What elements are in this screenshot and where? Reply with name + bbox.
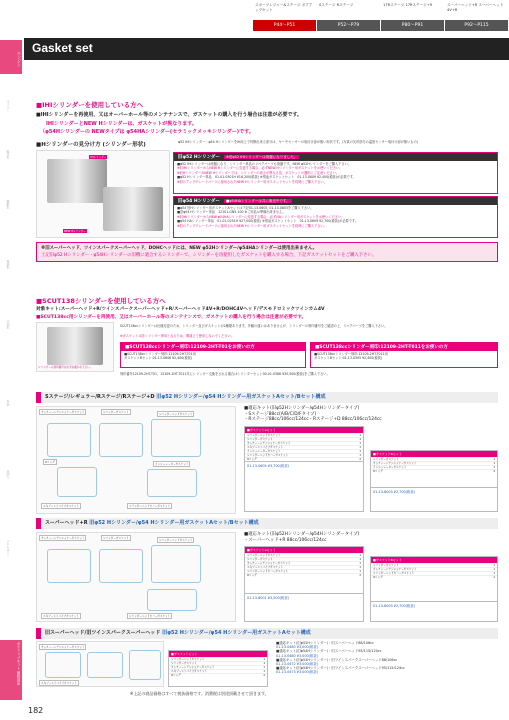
side-tab[interactable]: 駆動系 xyxy=(6,200,10,209)
part-qty: 1 xyxy=(263,666,265,669)
part-number: 01-13-0605 ¥3,700(税抜) xyxy=(245,461,363,469)
set-item-pn: 01-13-0472 ¥3,000(税抜) xyxy=(276,662,319,667)
set-item: ■適応キット(旧φ52Hシリンダー)・旧ツインスパークスーパーヘッド88/106cc xyxy=(276,657,398,662)
set-heading xyxy=(36,518,498,529)
part-qty: 1 xyxy=(359,566,361,569)
option-line: ガスケットBセット:01-13-0305 ¥2,400(税抜) xyxy=(314,356,383,361)
gasket-label: シリンダーヘッドカバーガスケット xyxy=(129,505,171,508)
gasket-diagram xyxy=(36,406,236,514)
box-title xyxy=(174,153,497,161)
table-row xyxy=(245,573,363,577)
part-qty: 1 xyxy=(359,558,361,561)
section-heading: ■SCUT138シリンダーを使用している方へ xyxy=(36,297,166,305)
set-item-pn: 01-13-0480 ¥3,000(税抜) xyxy=(276,645,319,650)
box-line: ■φ54 旧Hシリンダー用ガスケットAセットは下記01-13-0605, 01-13-0803をご購入下さい。 xyxy=(177,206,314,210)
gasket-shape xyxy=(45,652,81,678)
gasket-label: カムチェーンテンショナーガスケット xyxy=(41,411,85,414)
part-qty: 2 xyxy=(359,574,361,577)
option-heading: ■SCUT138ccシリンダー刻印:12109-2HT-T01をお使いの方 xyxy=(121,343,305,351)
parts-table xyxy=(168,650,268,687)
box-line: ※旧IHIシリンダーからNEW Hシリンダーに変更する場合、必ずNEW Hシリンダー用ガスケットをお使いください。 xyxy=(177,166,343,171)
table-title: ■ガスケットBセット xyxy=(371,557,497,563)
box-tag: ※旧φ52 IHIシリンダーは廃盤になりました。 xyxy=(225,155,298,159)
target-kits: 対象キット:スーパーヘッド+R/ツインスパークスーパーヘッド+R/スーパーヘッド4V+R/DOHC4Vヘッド/デスモドロミックツインカム4V xyxy=(36,307,325,312)
part-name: シリンダーヘッドカバーガスケット xyxy=(373,572,415,575)
option-line: ■SCUT138ccシリンダー刻印:12109-2HT-T01用 xyxy=(124,352,196,356)
part-qty: 1 xyxy=(359,446,361,449)
part-name: エキゾーストパイプガスケット xyxy=(247,566,283,569)
set-list xyxy=(276,641,498,675)
notice-banner xyxy=(36,242,498,262)
warning-line: （φ54Hシリンダーの NEWタイプは φ54HAシリンダー(セラミックメッキシリンダー)です。 xyxy=(40,129,254,135)
side-tab-bottom[interactable]: ボアアップキット 補修部品 xyxy=(0,640,22,700)
gasket-shape xyxy=(129,650,161,680)
part-name: エキゾーストパイプガスケット xyxy=(247,446,283,449)
parts-table-b xyxy=(370,556,498,622)
nav-item-pages: P52〜P79 xyxy=(317,20,380,31)
part-name: Oリング xyxy=(373,576,383,579)
sub-heading: ■Hシリンダーの見分け方 (シリンダー形状) xyxy=(36,142,146,148)
set-heading-kit: スーパーヘッド+R xyxy=(45,520,88,526)
part-name: カムチェーンテンショナーガスケット xyxy=(247,442,291,445)
set-heading-desc: 旧φ52 Hシリンダー/φ54 Hシリンダー用ガスケットAセット/Bセット構成 xyxy=(89,520,259,526)
photo-caption: シリンダーの刻印番号を必ずお確かめ下さい。 xyxy=(38,366,93,369)
box-line: ※旧のアップグレードパーツに採用されたNEW Hシリンダー用ガスケットセットを同時にご購入下さい。 xyxy=(177,179,327,184)
set-heading-kit: Sステージ/レギュラー/Rステージ/Rステージ+D xyxy=(45,394,155,400)
nav-item[interactable] xyxy=(252,0,316,32)
gasket-shape xyxy=(151,419,201,457)
set-heading-desc: 旧φ52 Hシリンダー/φ54 Hシリンダー用ガスケットAセット/Bセット構成 xyxy=(156,394,326,400)
part-qty: 2 xyxy=(359,458,361,461)
gasket-label: シリンダーヘッドガスケット xyxy=(159,413,193,416)
gasket-shape xyxy=(47,549,91,583)
part-qty: 2 xyxy=(493,576,495,579)
box-line: ■φ52 IHIシリンダーは廃盤になり、シリンダー単品のリペアパーツも廃盤です。NEW φ52Hシリンダーをご購入下さい。 xyxy=(177,162,351,166)
side-tab-engine[interactable]: エンジン xyxy=(0,40,22,74)
part-qty: 2 xyxy=(263,674,265,677)
box-line: ※旧のアップグレードパーツに採用されたNEW Hシリンダー用ガスケットセットを同時にご購入下さい。 xyxy=(177,223,327,228)
gasket-label: インシュレーターガスケット xyxy=(155,463,189,466)
part-number: 01-13-8001 ¥3,500(税抜) xyxy=(245,593,363,601)
part-name: シリンダーガスケット xyxy=(247,558,273,561)
table-row xyxy=(371,575,497,579)
box-line: ■旧φ54 Hシリンダー単品 12101-GN5-100 ※ご用品は準備出来ません。 xyxy=(177,210,286,215)
gasket-label: エキゾーストパイプガスケット xyxy=(43,615,79,618)
nav-item-title: スーパーヘッド+R スーパーヘッド4V+R xyxy=(445,0,508,20)
title-bar xyxy=(24,38,509,60)
box-tag: ■φ54HAシリンダーは共に販売中です。 xyxy=(225,199,290,203)
top-nav xyxy=(252,0,508,32)
part-name: シリンダーガスケット xyxy=(247,438,273,441)
gasket-label: シリンダーヘッドガスケット xyxy=(159,539,193,542)
page-title: Gasket set xyxy=(32,41,93,55)
nav-item-pages: P80〜P91 xyxy=(381,20,444,31)
box-title-text: 旧φ54 Hシリンダー xyxy=(178,199,220,204)
option-heading: ■SCUT138ccシリンダー刻印:12109-2HT-T011をお使いの方 xyxy=(311,343,497,351)
part-name: シリンダーヘッドカバーガスケット xyxy=(247,570,289,573)
gasket-shape xyxy=(147,589,197,611)
part-qty: 1 xyxy=(359,438,361,441)
gasket-label: エキゾーストパイプガスケット xyxy=(41,682,77,685)
gasket-shape xyxy=(99,423,143,457)
section-heading: ■IHIシリンダーを使用している方へ xyxy=(36,101,144,109)
parts-table-a xyxy=(244,426,364,512)
part-name: インシュレーターガスケット xyxy=(247,450,281,453)
part-qty: 1 xyxy=(359,570,361,573)
price-footnote: ※上記の商品価格はすべて税抜価格です。消費税は別途頂戴させて頂きます。 xyxy=(130,691,269,696)
side-tab[interactable]: 外装 xyxy=(6,400,10,406)
parts-table-b xyxy=(370,450,498,512)
box-line: ■φ54 HAシリンダー単品 01-01-0251H ¥27,000(税抜) ※別途ガスケットセット 01-13-0609 ¥2,700(税抜)が必要です。 xyxy=(177,219,359,224)
gasket-label: シリンダーガスケット xyxy=(103,537,129,540)
side-tab[interactable]: マフラー xyxy=(6,100,10,112)
cylinder-photo xyxy=(36,322,114,372)
gasket-label: シリンダーガスケット xyxy=(103,411,129,414)
cylinder-image xyxy=(47,159,107,203)
parts-table-a xyxy=(244,546,364,622)
cylinder-image xyxy=(47,327,103,365)
set-heading xyxy=(36,628,498,639)
applicable-kits: ■適応キット(旧φ52Hシリンダー/φ54Hシリンダータイプ) ・Sステージ88cc(A/B/C/D/Fタイプ) ・Rステージ88cc/106cc/124cc・Rステージ+D 88cc/106cc/124cc xyxy=(244,406,382,423)
info-box-54 xyxy=(173,196,498,238)
warning-line: ■SCUT138cc用シリンダーを再使用、又はオーバーホール等のメンテナンスで、ガスケットの購入を行う場合は注意が必要です。 xyxy=(36,315,307,320)
nav-item-pages: P44〜P51 xyxy=(253,20,316,31)
gasket-diagram xyxy=(36,532,236,622)
part-name: カムチェーンテンショナーガスケット xyxy=(247,562,291,565)
part-name: Oリング xyxy=(373,470,383,473)
gasket-shape xyxy=(87,652,123,678)
side-index xyxy=(0,0,24,720)
box-title xyxy=(174,197,497,205)
part-qty: 1 xyxy=(263,670,265,673)
gasket-shape xyxy=(99,549,143,583)
part-name: シリンダーガスケット xyxy=(373,564,399,567)
table-row xyxy=(169,673,267,677)
warning-line: IHIシリンダーとNEW Hシリンダーは、ガスケットが異なります。 xyxy=(46,121,197,127)
box-line: ■φ52 Hシリンダー単品 01-01-0301H ¥16,200(税抜) ※別途ガスケットセット 01-13-0609 ¥2,400(税抜)が必要です。 xyxy=(177,175,356,180)
description: SCUT138ccシリンダーは仕様変更のため、シリンダー及びガスケットが2種類あります。外観の違いはありませんが、シリンダーの刻印番号をご確認の上、リペアパーツをご購入下さい。 xyxy=(120,324,388,328)
box-title-text: 旧φ52 Hシリンダー xyxy=(178,155,220,160)
description: φ52 IHIシリンダー・φ54 HシリンダーをIH用上で判断出来る部分は、ヤーモセンサーの取付け部が無い形状です。(写真の矢印部分の温度センサー取付け部が無いもの) xyxy=(178,140,418,144)
warning-line: ■IHIシリンダーを再使用、又はオーバーホール等のメンテナンスで、ガスケットの購入を行う場合は注意が必要です。 xyxy=(36,112,302,118)
cylinder-image xyxy=(103,187,163,231)
set-heading xyxy=(36,392,498,403)
gasket-label: Oリング xyxy=(45,461,55,464)
part-name: Oリング xyxy=(247,458,257,461)
part-name: Oリング xyxy=(247,574,257,577)
nav-item[interactable] xyxy=(380,0,444,32)
set-item: ■適応キット(旧φ54Hシリンダー)・旧ツインスパークスーパーヘッド95/115/124cc xyxy=(276,666,405,671)
part-qty: 1 xyxy=(493,564,495,567)
part-qty: 1 xyxy=(263,658,265,661)
photo-label: IHIシリンダー xyxy=(90,156,107,159)
part-name: シリンダーヘッドガスケット xyxy=(171,658,205,661)
gasket-shape xyxy=(151,545,201,583)
part-name: シリンダーヘッドカバーガスケット xyxy=(247,454,289,457)
nav-item-title: 17Rステージ 17Rステージ+9 xyxy=(381,0,444,20)
gasket-label: カムチェーンテンショナーガスケット xyxy=(41,646,85,649)
part-qty: 1 xyxy=(493,466,495,469)
cylinder-photo xyxy=(36,150,170,238)
side-tab[interactable]: 冷却系 xyxy=(6,320,10,329)
applicable-kits: ■適応キット(旧φ52Hシリンダー/φ54Hシリンダータイプ) ・スーパーヘッド+R 88cc/106cc/124cc xyxy=(244,532,360,543)
side-tab[interactable]: 足回り xyxy=(6,470,10,479)
part-qty: 1 xyxy=(359,454,361,457)
gasket-label: カムチェーンテンショナーガスケット xyxy=(41,537,85,540)
nav-item-title: Sステージ Rステージ xyxy=(317,0,380,20)
gasket-shape xyxy=(147,469,197,497)
part-qty: 2 xyxy=(493,470,495,473)
part-qty: 1 xyxy=(493,572,495,575)
table-title: ■ガスケットAセット xyxy=(245,547,363,553)
gasket-label: エキゾーストパイプガスケット xyxy=(43,505,79,508)
gasket-shape xyxy=(57,467,97,497)
part-name: インシュレーターガスケット xyxy=(373,466,407,469)
part-qty: 1 xyxy=(359,450,361,453)
description: 刻印番号12109-2HT-T01、12109-2HT-T011共にシリンダー交換をされる場合はシリンダーセット00-01-0386 ¥30,500(税抜)をご購入下さい。 xyxy=(120,372,330,376)
part-qty: 1 xyxy=(493,568,495,571)
cylinder-option-left xyxy=(120,342,306,368)
part-name: シリンダーガスケット xyxy=(373,458,399,461)
nav-item-title: スポーツレジャー&ステージ ボアアップキット xyxy=(253,0,316,20)
part-qty: 1 xyxy=(263,662,265,665)
box-line: ※旧Hシリンダー＆NEW Hシリンダーでは、シリンダーの高さが異なる為、ガスケットの選択にご注意ください。 xyxy=(177,170,340,175)
set-item-pn: 01-13-0480 ¥3,000(税抜) xyxy=(276,653,319,658)
gasket-shape xyxy=(47,423,91,457)
part-name: カムチェーンテンショナーガスケット xyxy=(373,568,417,571)
nav-item-pages: P92〜P115 xyxy=(445,20,508,31)
part-name: シリンダーガスケット xyxy=(171,662,197,665)
part-name: シリンダーヘッドガスケット xyxy=(247,434,281,437)
gasket-diagram xyxy=(36,641,164,687)
table-title: ■ガスケットAセット xyxy=(245,427,363,433)
table-title: ■ガスケットBセット xyxy=(371,451,497,457)
side-tab[interactable]: 吸気系 xyxy=(6,150,10,159)
nav-item[interactable] xyxy=(444,0,508,32)
part-qty: 1 xyxy=(359,442,361,445)
part-number: 01-13-8003 ¥2,700(税抜) xyxy=(371,601,497,609)
option-line: ガスケットBセット:01-13-0606 ¥2,400(税抜) xyxy=(124,356,193,361)
notice-line: ※旧スーパーヘッド、ツインスパークスーパーヘッド、DOHCヘッドには、NEW φ52Hシリンダー/φ54HAシリンダーは使用出来ません。 xyxy=(41,246,318,251)
part-name: エキゾーストパイプガスケット xyxy=(171,670,207,673)
part-name: カムチェーンテンショナーガスケット xyxy=(373,462,417,465)
table-title: ■ガスケットセット xyxy=(169,651,267,657)
part-qty: 1 xyxy=(493,458,495,461)
page-number: 182 xyxy=(28,706,44,715)
set-item: ■適応キット(旧φ54Hシリンダー)・旧スーパーヘッド95/115/124cc xyxy=(276,649,382,654)
side-tab[interactable]: 電装系 xyxy=(6,260,10,269)
part-qty: 1 xyxy=(359,554,361,557)
set-heading-desc: 旧φ52 Hシリンダー/φ54 Hシリンダー用ガスケットAセット構成 xyxy=(162,630,311,636)
set-heading-kit: 旧スーパーヘッド/旧ツインスパークスーパーヘッド xyxy=(45,630,161,636)
set-item: ■適応キット(旧φ52Hシリンダー)・旧スーパーヘッド88/106cc xyxy=(276,641,374,645)
description: ※ガスケットは各シリンダー専用となるため、間違えて使用しないでください。 xyxy=(120,334,234,338)
part-qty: 1 xyxy=(493,462,495,465)
nav-item[interactable] xyxy=(316,0,380,32)
part-qty: 1 xyxy=(359,562,361,565)
part-number: 01-13-8003 ¥2,700(税抜) xyxy=(371,487,497,495)
part-name: カムチェーンテンショナーガスケット xyxy=(171,666,215,669)
info-box-52 xyxy=(173,152,498,194)
gasket-label: シリンダーヘッドカバーガスケット xyxy=(129,615,171,618)
part-qty: 1 xyxy=(359,434,361,437)
photo-label: NEW Hシリンダー xyxy=(64,230,86,233)
part-name: Oリング xyxy=(171,674,181,677)
side-tab[interactable]: アクセサリー xyxy=(6,540,10,558)
table-row xyxy=(371,469,497,473)
set-item-pn: 01-13-0473 ¥3,000(税抜) xyxy=(276,670,319,675)
option-line: ■SCUT138ccシリンダー刻印:12109-2HT-T011用 xyxy=(314,352,388,356)
box-line: ※旧IHIシリンダーからNEW φ54HAシリンダーに変更する場合、必ずHAシリンダー用ガスケットをお使いください。 xyxy=(177,214,345,219)
notice-line: 上記旧φ52 Hシリンダー・φ54Hシリンダーの旧機に適合するシリンダーで、シリンダーを再使用したガスケットを購入する場合、下記ガスケットセットをご購入下さい。 xyxy=(41,253,377,258)
cylinder-option-right xyxy=(310,342,498,368)
part-name: シリンダーヘッドガスケット xyxy=(247,554,281,557)
